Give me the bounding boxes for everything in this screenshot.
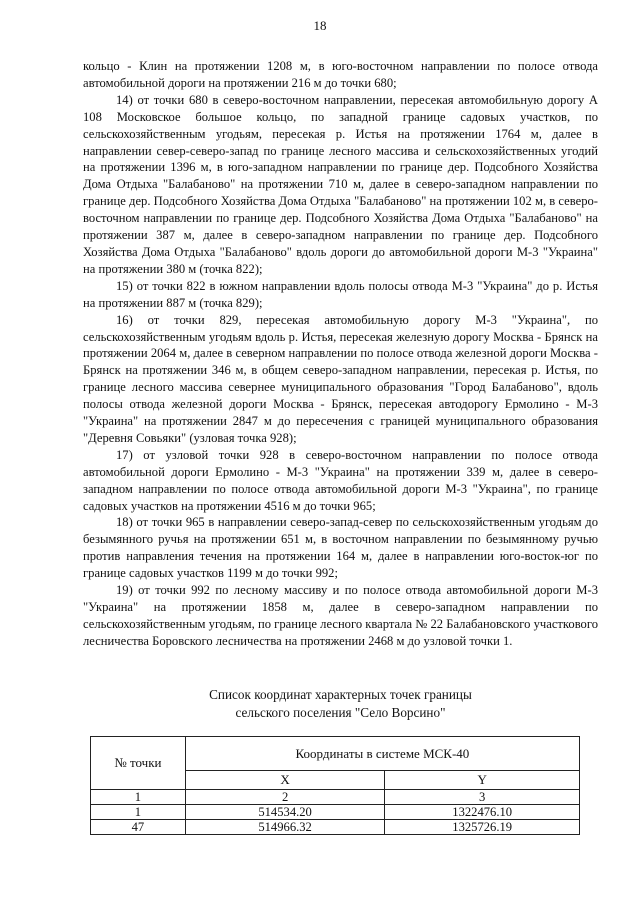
- point-cell: 1: [91, 805, 186, 820]
- caption-line-1: Список координат характерных точек границы: [209, 687, 472, 702]
- y-cell: 1322476.10: [385, 805, 580, 820]
- coordinates-table: [90, 736, 580, 835]
- header-y: Y: [385, 771, 580, 790]
- table-numbering-row: [91, 790, 580, 805]
- numbering-cell: 3: [385, 790, 580, 805]
- paragraph-continuation: кольцо - Клин на протяжении 1208 м, в юго-восточном направлении по полосе отвода автомобильной дороги на протяжении 216 м до точки 680;: [83, 59, 598, 90]
- table-caption: [83, 686, 598, 722]
- numbering-cell: 2: [185, 790, 385, 805]
- paragraph-item-19: 19) от точки 992 по лесному массиву и по полосе отвода автомобильной дороги М-3 "Украина" на протяжении 1858 м, далее в северо-западном направлении по сельскохозяйственным угодьям, по границе лесного квартала № 22 Балабановского участкового лесничества Боровского лесничества на протяжении 2468 м до узловой точки 1.: [83, 583, 598, 648]
- table-row: [91, 820, 580, 835]
- header-x: X: [185, 771, 385, 790]
- paragraph-item-18: 18) от точки 965 в направлении северо-запад-север по сельскохозяйственным угодьям до безымянного ручья на протяжении 651 м, в восточном направлении по безымянному ручью против направления течения на протяжении 164 м, далее в направлении юго-восток-юг по границе садовых участков 1199 м до точки 992;: [83, 515, 598, 581]
- table-row: [91, 805, 580, 820]
- document-body: [83, 58, 598, 650]
- table-header-row: [91, 737, 580, 771]
- page-number: 18: [313, 18, 327, 33]
- header-coordinate-system: Координаты в системе МСК-40: [185, 737, 579, 771]
- y-cell: 1325726.19: [385, 820, 580, 835]
- point-cell: 47: [91, 820, 186, 835]
- paragraph-item-14: 14) от точки 680 в северо-восточном направлении, пересекая автомобильную дорогу А 108 Московское большое кольцо, по западной границе садовых участков, по сельскохозяйственным угодьям, пересекая р. Истья на протяжении 1764 м, далее в направлении север-северо-запад по границе лесного массива и сельскохозяйственных угодий на протяжении 1396 м, в юго-западном направлении по границе дер. Подсобного Хозяйства Дома Отдыха "Балабаново" на протяжении 710 м, далее в северо-западном направлении по границе дер. Подсобного Хозяйства Дома Отдыха "Балабаново" на протяжении 102 м, в северо-восточном направлении по границе дер. Подсобного Хозяйства Дома Отдыха "Балабаново" на протяжении 387 м, далее в северо-западном направлении по границе дер. Подсобного Хозяйства Дома Отдыха "Балабаново" вдоль дороги до автомобильной дороги М-3 "Украина" на протяжении 380 м (точка 822);: [83, 92, 598, 276]
- caption-line-2: сельского поселения "Село Ворсино": [235, 705, 446, 720]
- paragraph-item-16: 16) от точки 829, пересекая автомобильную дорогу М-3 "Украина", по сельскохозяйственным угодьям вдоль р. Истья, пересекая железную дорогу Москва - Брянск на протяжении 2064 м, далее в северном направлении по полосе отвода железной дороги Москва - Брянск на протяжении 346 м, в общем северо-западном направлении, пересекая р. Истья, по границе лесного массива севернее муниципального образования "Город Балабаново", вдоль полосы отвода железной дороги Москва - Брянск, пересекая автодорогу Ермолино - М-3 "Украина" на протяжении 2847 м до пересечения с границей муниципального образования "Деревня Совьяки" (узловая точка 928);: [83, 312, 598, 445]
- x-cell: 514966.32: [185, 820, 385, 835]
- paragraph-item-15: 15) от точки 822 в южном направлении вдоль полосы отвода М-3 "Украина" до р. Истья на протяжении 887 м (точка 829);: [83, 278, 598, 310]
- numbering-cell: 1: [91, 790, 186, 805]
- x-cell: 514534.20: [185, 805, 385, 820]
- header-point-number: № точки: [91, 737, 186, 790]
- paragraph-item-17: 17) от узловой точки 928 в северо-восточном направлении по полосе отвода автомобильной дороги Ермолино - М-3 "Украина" на протяжении 339 м, далее в северо-западном направлении по полосе отвода автомобильной дороги М-3 "Украина", по границе садовых участков на протяжении 4516 м до точки 965;: [83, 447, 598, 513]
